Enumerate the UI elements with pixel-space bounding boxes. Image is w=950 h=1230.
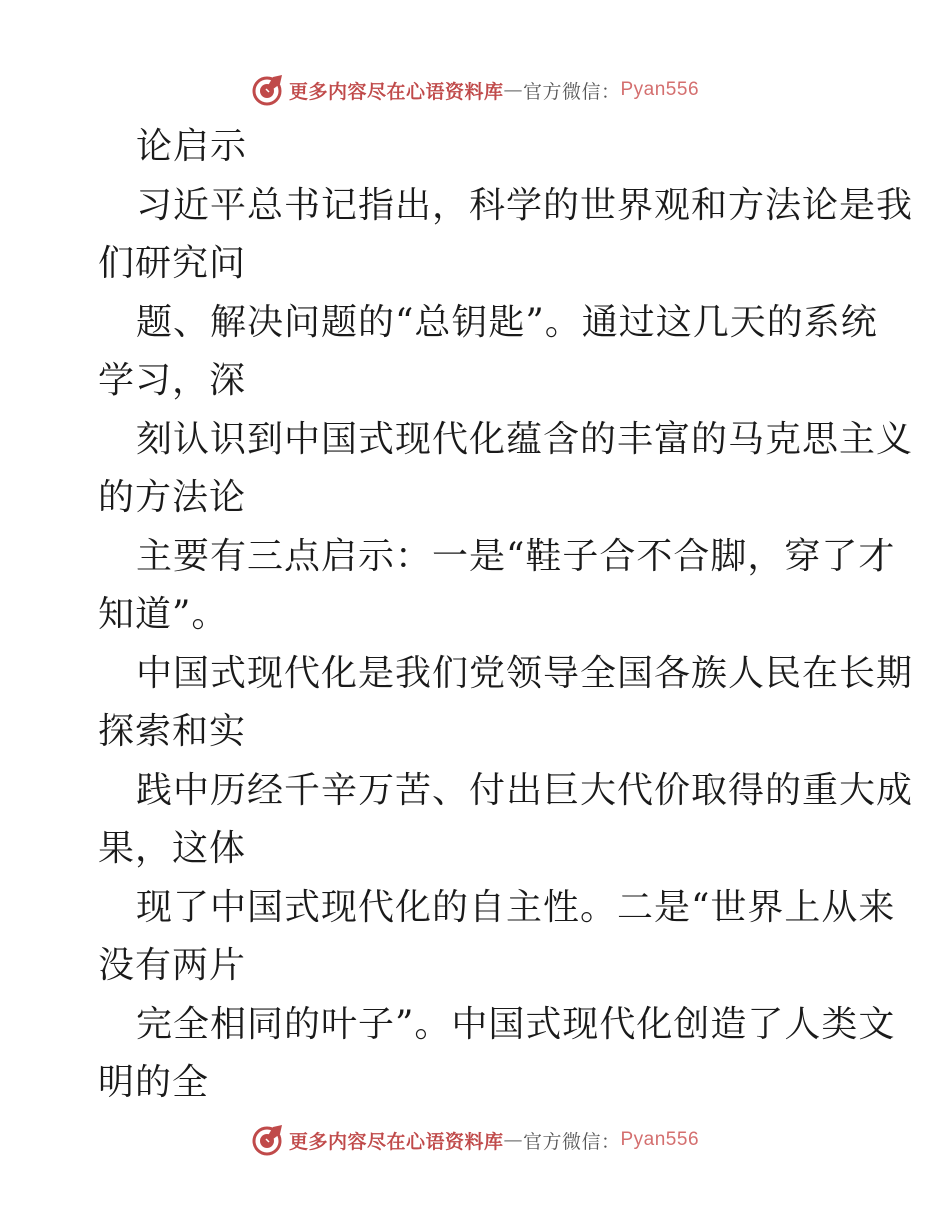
text-line: 论启示 xyxy=(136,126,248,167)
text-line: 主要有三点启示：一是“鞋子合不合脚，穿了才 xyxy=(136,535,896,577)
footer-banner xyxy=(0,1120,950,1160)
text-line: 的方法论 xyxy=(98,477,247,518)
text-line: 学习，深 xyxy=(98,360,247,401)
text-line: 知道”。 xyxy=(98,594,229,635)
banner-title: 更多内容尽在心语资料库 xyxy=(288,1130,504,1153)
banner-title: 更多内容尽在心语资料库 xyxy=(288,80,504,103)
header-banner xyxy=(0,70,950,110)
text-line: 们研究问 xyxy=(98,243,247,284)
text-line: 果，这体 xyxy=(98,828,247,869)
text-line: 践中历经千辛万苦、付出巨大代价取得的重大成 xyxy=(136,769,914,811)
document-body xyxy=(98,118,914,1113)
banner-contact-id: Pyan556 xyxy=(620,1129,700,1150)
text-line: 完全相同的叶子”。中国式现代化创造了人类文 xyxy=(136,1003,896,1045)
banner-contact-label: 官方微信： xyxy=(522,80,621,103)
text-line: 中国式现代化是我们党领导全国各族人民在长期 xyxy=(136,652,914,694)
banner-contact-label: 官方微信： xyxy=(522,1130,621,1153)
pen-nib-seal-icon xyxy=(251,73,285,107)
text-line: 刻认识到中国式现代化蕴含的丰富的马克思主义 xyxy=(136,418,914,460)
pen-nib-seal-icon xyxy=(251,1123,285,1157)
text-line: 题、解决问题的“总钥匙”。通过这几天的系统 xyxy=(136,301,878,343)
text-line: 习近平总书记指出，科学的世界观和方法论是我 xyxy=(136,184,914,226)
banner-separator: — xyxy=(503,1129,523,1151)
text-line: 探索和实 xyxy=(98,711,247,752)
text-line: 明的全 xyxy=(98,1062,210,1103)
text-line: 没有两片 xyxy=(98,945,247,986)
banner-contact-id: Pyan556 xyxy=(620,79,700,100)
text-line: 现了中国式现代化的自主性。二是“世界上从来 xyxy=(136,886,896,928)
banner-separator: — xyxy=(503,79,523,101)
